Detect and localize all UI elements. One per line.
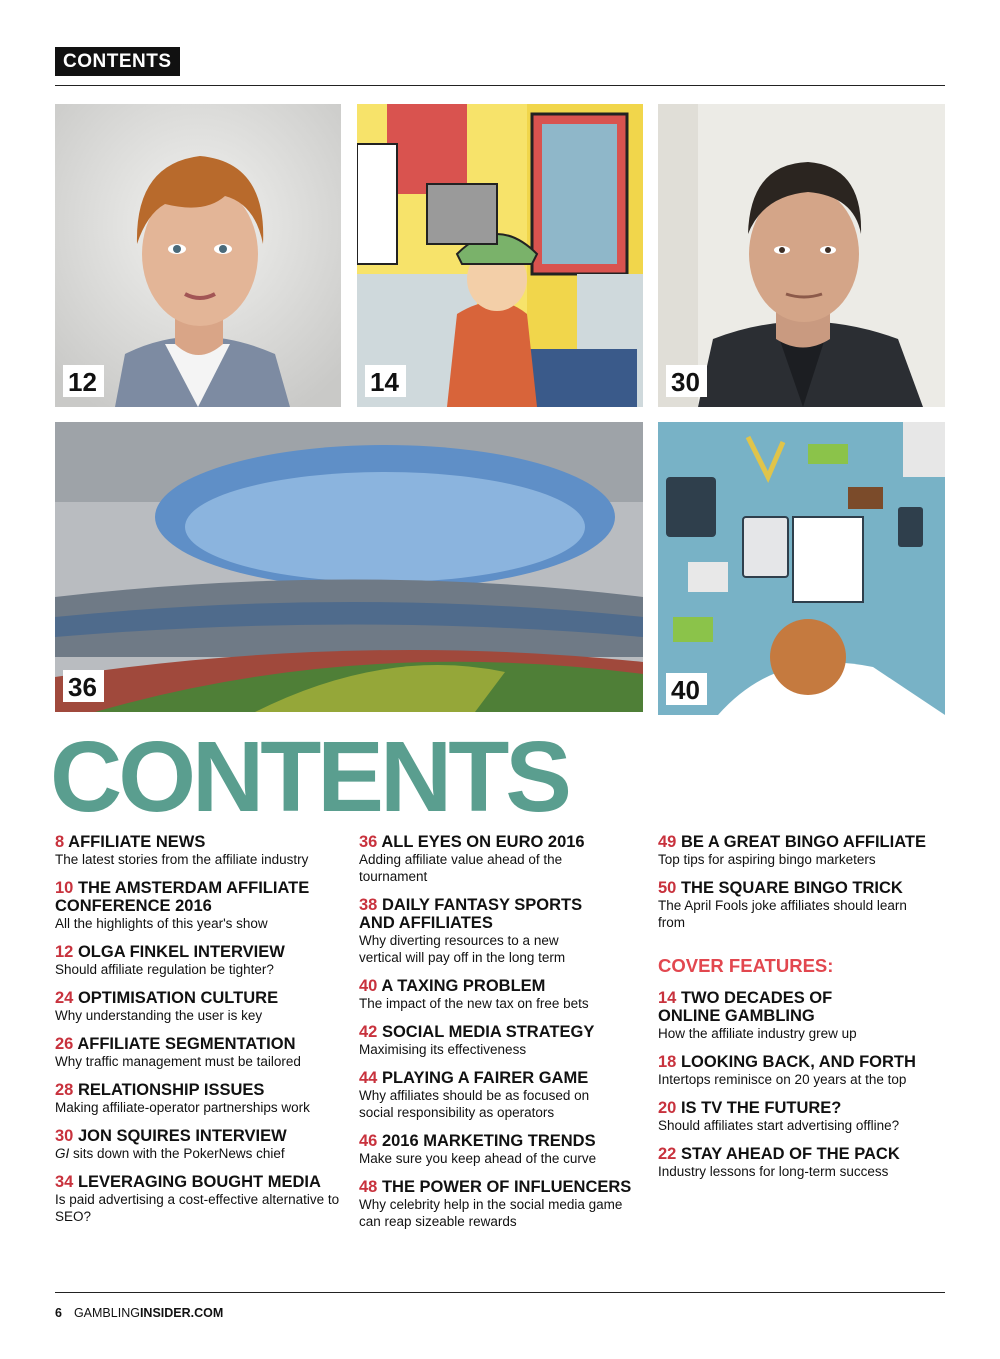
photo-tax-illustration[interactable]	[658, 422, 945, 715]
gamer-illustration-image	[357, 104, 643, 407]
entry-heading	[55, 989, 345, 1007]
photo-page-number: 40	[666, 673, 707, 705]
cover-entry[interactable]	[658, 989, 948, 1042]
entry-page-number: 10	[55, 879, 74, 897]
photo-jon-squires[interactable]	[658, 104, 945, 407]
entry-title: RELATIONSHIP ISSUES	[77, 1081, 265, 1099]
contents-entry[interactable]	[359, 977, 649, 1012]
entry-description: Intertops reminisce on 20 years at the top	[658, 1072, 907, 1087]
entry-description: Adding affiliate value ahead of the tournament	[359, 852, 563, 884]
entry-title: 2016 MARKETING TRENDS	[381, 1132, 596, 1150]
entry-description: Is paid advertising a cost-effective alternative to SEO?	[55, 1192, 340, 1224]
contents-entry[interactable]	[359, 1023, 649, 1058]
portrait-man-image	[658, 104, 945, 407]
entry-heading	[55, 1173, 345, 1191]
entry-page-number: 20	[658, 1099, 677, 1117]
entry-heading	[55, 1127, 345, 1145]
contents-entry[interactable]	[658, 879, 948, 931]
entry-description: Make sure you keep ahead of the curve	[359, 1151, 597, 1166]
entry-title: PLAYING A FAIRER GAME	[381, 1069, 589, 1087]
entry-description: Why celebrity help in the social media game can reap sizeable rewards	[359, 1197, 623, 1229]
contents-entry[interactable]	[55, 833, 345, 868]
photo-olga-finkel[interactable]	[55, 104, 341, 407]
entry-title: THE AMSTERDAM AFFILIATE CONFERENCE 2016	[55, 879, 310, 915]
entry-description	[55, 1145, 345, 1162]
contents-column-1	[55, 833, 345, 1236]
contents-entry[interactable]	[359, 1069, 649, 1121]
entry-page-number: 40	[359, 977, 378, 995]
contents-entry[interactable]	[359, 896, 649, 966]
entry-heading	[55, 879, 345, 915]
entry-description: The latest stories from the affiliate industry	[55, 852, 309, 867]
entry-page-number: 26	[55, 1035, 74, 1053]
contents-entry[interactable]	[359, 1178, 649, 1230]
photo-page-number: 14	[365, 365, 406, 397]
photo-page-number: 30	[666, 365, 707, 397]
footer-brand-a: GAMBLING	[73, 1306, 140, 1320]
entry-title: TWO DECADES OF ONLINE GAMBLING	[658, 989, 833, 1025]
entry-page-number: 14	[658, 989, 677, 1007]
entry-title: OLGA FINKEL INTERVIEW	[77, 943, 285, 961]
entry-title: LOOKING BACK, AND FORTH	[680, 1053, 916, 1071]
contents-entry[interactable]	[55, 1081, 345, 1116]
contents-column-3	[658, 833, 948, 1191]
entry-title: OPTIMISATION CULTURE	[77, 989, 279, 1007]
photo-illustration-gamer[interactable]	[357, 104, 643, 407]
page-footer	[55, 1306, 223, 1320]
entry-page-number: 18	[658, 1053, 677, 1071]
entry-title: AFFILIATE NEWS	[68, 833, 206, 851]
entry-page-number: 42	[359, 1023, 378, 1041]
entry-title: THE POWER OF INFLUENCERS	[381, 1178, 632, 1196]
entry-page-number: 44	[359, 1069, 378, 1087]
contents-entry[interactable]	[55, 1173, 345, 1225]
cover-features-label: COVER FEATURES:	[658, 955, 834, 976]
entry-page-number: 12	[55, 943, 74, 961]
entry-title: STAY AHEAD OF THE PACK	[680, 1145, 900, 1163]
footer-page-number: 6	[55, 1306, 62, 1320]
entry-title: JON SQUIRES INTERVIEW	[77, 1127, 287, 1145]
bottom-divider	[55, 1292, 945, 1293]
entry-heading	[359, 1023, 649, 1041]
entry-heading	[359, 833, 649, 851]
entry-description: Should affiliates start advertising offline?	[658, 1118, 900, 1133]
photo-page-number: 36	[63, 670, 104, 702]
entry-page-number: 34	[55, 1173, 74, 1191]
entry-title: IS TV THE FUTURE?	[680, 1099, 842, 1117]
entry-page-number: 38	[359, 896, 378, 914]
entry-heading	[658, 1145, 948, 1163]
stadium-image	[55, 422, 643, 712]
photo-stadium[interactable]	[55, 422, 643, 712]
entry-description: The impact of the new tax on free bets	[359, 996, 589, 1011]
entry-heading	[55, 1081, 345, 1099]
entry-heading	[658, 879, 948, 897]
entry-page-number: 30	[55, 1127, 74, 1145]
entry-description: Why traffic management must be tailored	[55, 1054, 301, 1069]
entry-description: Why diverting resources to a new vertical will pay off in the long term	[359, 933, 566, 965]
top-divider	[55, 85, 945, 86]
entry-description-italic: GI	[55, 1146, 70, 1161]
entry-heading	[359, 896, 609, 932]
contents-entry[interactable]	[55, 879, 345, 932]
contents-entry[interactable]	[359, 1132, 649, 1167]
entry-heading	[658, 1099, 948, 1117]
contents-entry[interactable]	[55, 943, 345, 978]
entry-title: THE SQUARE BINGO TRICK	[680, 879, 903, 897]
contents-entry[interactable]	[658, 833, 948, 868]
entry-page-number: 48	[359, 1178, 378, 1196]
entry-title: LEVERAGING BOUGHT MEDIA	[77, 1173, 321, 1191]
entry-heading	[55, 1035, 345, 1053]
entry-description: Making affiliate-operator partnerships work	[55, 1100, 310, 1115]
contents-entry[interactable]	[55, 1127, 345, 1162]
photo-page-number: 12	[63, 365, 104, 397]
entry-description: Should affiliate regulation be tighter?	[55, 962, 274, 977]
entry-heading	[658, 833, 948, 851]
contents-column-2	[359, 833, 649, 1241]
entry-page-number: 46	[359, 1132, 378, 1150]
contents-entry[interactable]	[55, 989, 345, 1024]
entry-page-number: 50	[658, 879, 677, 897]
entry-page-number: 28	[55, 1081, 74, 1099]
entry-title: A TAXING PROBLEM	[381, 977, 546, 995]
section-tag: CONTENTS	[55, 47, 180, 76]
cover-entry[interactable]	[658, 1145, 948, 1180]
entry-title: AFFILIATE SEGMENTATION	[77, 1035, 296, 1053]
cover-entry[interactable]	[658, 1099, 948, 1134]
entry-description: All the highlights of this year's show	[55, 916, 268, 931]
entry-page-number: 22	[658, 1145, 677, 1163]
tax-illustration-image	[658, 422, 945, 715]
footer-brand-b: INSIDER.COM	[139, 1306, 224, 1320]
entry-heading	[359, 977, 649, 995]
entry-description: Top tips for aspiring bingo marketers	[658, 852, 876, 867]
entry-heading	[359, 1178, 649, 1196]
entry-description: How the affiliate industry grew up	[658, 1026, 857, 1041]
entry-heading	[658, 989, 868, 1025]
entry-heading	[55, 833, 345, 851]
contents-entry[interactable]	[359, 833, 649, 885]
entry-heading	[658, 1053, 948, 1071]
entry-title: SOCIAL MEDIA STRATEGY	[381, 1023, 595, 1041]
contents-entry[interactable]	[55, 1035, 345, 1070]
entry-description-rest: sits down with the PokerNews chief	[69, 1146, 285, 1161]
entry-description: The April Fools joke affiliates should learn from	[658, 898, 907, 930]
entry-description: Why understanding the user is key	[55, 1008, 263, 1023]
entry-description: Why affiliates should be as focused on social responsibility as operators	[359, 1088, 590, 1120]
portrait-woman-image	[55, 104, 341, 407]
entry-page-number: 24	[55, 989, 74, 1007]
entry-title: DAILY FANTASY SPORTS AND AFFILIATES	[359, 896, 583, 932]
entry-page-number: 36	[359, 833, 378, 851]
entry-heading	[359, 1132, 649, 1150]
entry-title: ALL EYES ON EURO 2016	[381, 833, 585, 851]
entry-description: Maximising its effectiveness	[359, 1042, 527, 1057]
entry-title: BE A GREAT BINGO AFFILIATE	[680, 833, 926, 851]
cover-entry[interactable]	[658, 1053, 948, 1088]
entry-page-number: 49	[658, 833, 677, 851]
entry-heading	[359, 1069, 649, 1087]
entry-heading	[55, 943, 345, 961]
page-title: CONTENTS	[50, 721, 568, 833]
entry-page-number: 8	[55, 833, 65, 851]
entry-description: Industry lessons for long-term success	[658, 1164, 889, 1179]
